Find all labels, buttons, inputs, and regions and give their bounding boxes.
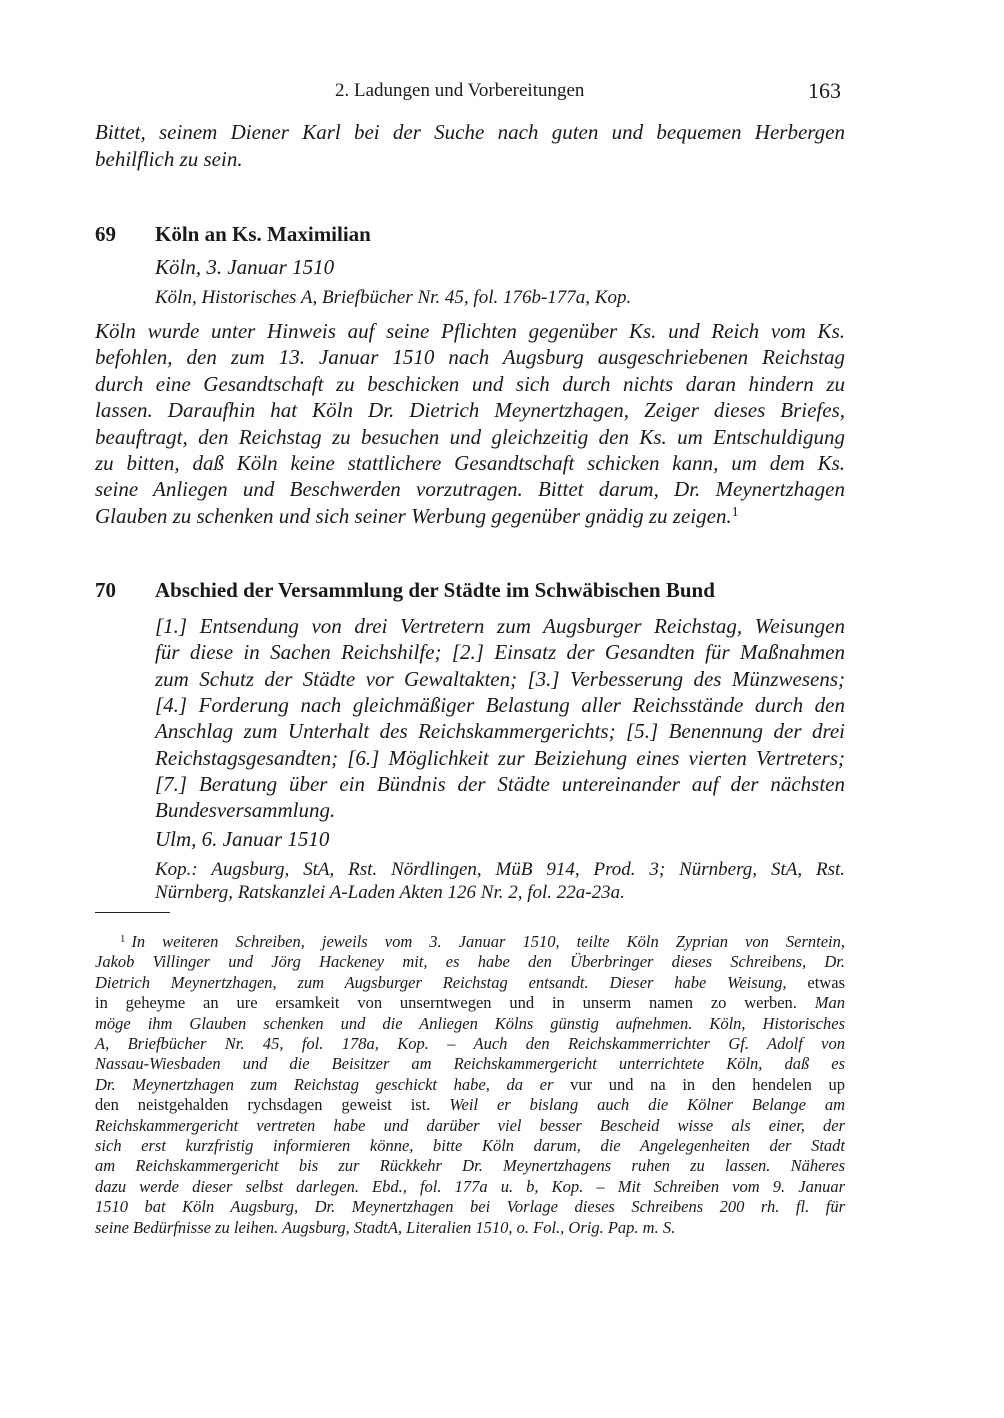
text-line: zu bitten, daß Köln keine stattlichere Gesandtschaft schicken kann, um dem Ks.: [95, 451, 845, 475]
footnote-text: seine Bedürfnisse zu leihen. Augsburg, StadtA, Literalien 1510, o. Fol., Orig. Pap. m. S.: [95, 1217, 676, 1237]
footnote-text: in geheyme an ure ersamkeit von unserntwegen und in unserm namen zo werben.: [95, 993, 815, 1013]
text-line: für diese in Sachen Reichshilfe; [2.] Einsatz der Gesandten für Maßnahmen: [155, 640, 845, 665]
footnote-line: [95, 1197, 845, 1217]
text-line: Nürnberg, Ratskanzlei A-Laden Akten 126 Nr. 2, fol. 22a-23a.: [155, 882, 625, 903]
text-line: befohlen, den zum 13. Januar 1510 nach Augsburg ausgeschriebenen Reichstag: [95, 345, 845, 370]
footnote-text: A, Briefbücher Nr. 45, fol. 178a, Kop. – Auch den Reichskammerrichter Gf. Adolf von: [95, 1034, 845, 1053]
footnote-text: Nassau-Wiesbaden und die Beisitzer am Reichskammergericht unterrichtete Köln, daß es: [95, 1054, 845, 1074]
text-line: seine Anliegen und Beschwerden vorzutragen. Bittet darum, Dr. Meynertzhagen: [95, 477, 845, 502]
footnote-text: Man: [814, 993, 845, 1013]
footnote-line: [95, 932, 845, 952]
footnote-line: [95, 993, 845, 1013]
text-line: Kop.: Augsburg, StA, Rst. Nördlingen, MüB 914, Prod. 3; Nürnberg, StA, Rst.: [155, 859, 845, 880]
footnote-text: etwas: [807, 972, 845, 992]
footnote-line: [95, 1116, 845, 1136]
footnote-line: [95, 1177, 845, 1197]
entry-place-date: Köln, 3. Januar 1510: [155, 255, 335, 279]
footnote-text: sich erst kurzfristig informieren könne, bitte Köln darum, die Angelegenheiten der Stadt: [95, 1136, 845, 1155]
text-line: Bundesversammlung.: [155, 798, 336, 823]
entry-number: 69: [95, 222, 116, 246]
running-head: 2. Ladungen und Vorbereitungen: [335, 80, 585, 101]
footnote-line: [95, 1034, 845, 1054]
footnote-line: [95, 973, 845, 993]
text-line: Bittet, seinem Diener Karl bei der Suche nach guten und bequemen Herbergen: [95, 120, 845, 144]
text-line: durch eine Gesandtschaft zu beschicken und sich durch nichts daran hindern zu: [95, 371, 845, 396]
text-line: [7.] Beratung über ein Bündnis der Städte untereinander auf der nächsten: [155, 771, 845, 796]
footnote-text: Reichskammergericht vertreten habe und darüber viel besser Bescheid wisse als einer, der: [95, 1115, 845, 1135]
entry-title: Köln an Ks. Maximilian: [155, 222, 371, 246]
footnote-text: In weiteren Schreiben, jeweils vom 3. Januar 1510, teilte Köln Zyprian von Serntein,: [131, 932, 845, 951]
footnote-text: vur und na in den hendelen up: [570, 1074, 846, 1094]
footnote-line: [95, 1014, 845, 1034]
footnote-line: [95, 1095, 845, 1115]
text-line: lassen. Daraufhin hat Köln Dr. Dietrich Meynertzhagen, Zeiger dieses Briefes,: [95, 398, 845, 423]
entry-title: Abschied der Versammlung der Städte im Schwäbischen Bund: [155, 578, 715, 602]
page-number: 163: [808, 78, 841, 103]
footnote-line: [95, 1054, 845, 1074]
text-line: beauftragt, den Reichstag zu besuchen und gleichzeitig den Ks. um Entschuldigung: [95, 424, 845, 449]
footnote-text: Jakob Villinger und Jörg Hackeney mit, es habe den Überbringer dieses Schreibens, Dr.: [95, 952, 845, 972]
footnote-text: Dr. Meynertzhagen zum Reichstag geschickt habe, da er: [95, 1074, 571, 1094]
footnote-ref[interactable]: 1: [731, 503, 739, 519]
footnote-text: 1510 bat Köln Augsburg, Dr. Meynertzhagen bei Vorlage dieses Schreibens 200 rh. fl. für: [95, 1197, 845, 1217]
footnote-text: Weil er bislang auch die Kölner Belange am: [449, 1095, 846, 1115]
entry-place-date: Ulm, 6. Januar 1510: [155, 827, 330, 851]
text-line: Reichstagsgesandten; [6.] Möglichkeit zur Beiziehung eines vierten Vertreters;: [155, 745, 845, 770]
text-line: Anschlag zum Unterhalt des Reichskammergerichts; [5.] Benennung der drei: [155, 719, 845, 744]
footnote-line: [95, 952, 845, 972]
footnote-rule: [95, 912, 170, 913]
footnote-text: am Reichskammergericht bis zur Rückkehr Dr. Meynertzhagens ruhen zu lassen. Näheres: [95, 1156, 845, 1176]
text-line: behilflich zu sein.: [95, 146, 243, 171]
footnote-text: Dietrich Meynertzhagen, zum Augsburger Reichstag entsandt. Dieser habe Weisung,: [95, 972, 808, 992]
footnote-text: möge ihm Glauben schenken und die Anliegen Kölns günstig aufnehmen. Köln, Historisches: [95, 1013, 845, 1033]
text-line: Köln wurde unter Hinweis auf seine Pflichten gegenüber Ks. und Reich vom Ks.: [95, 319, 845, 343]
footnote-line: [95, 1136, 845, 1156]
footnote-line: [95, 1218, 845, 1238]
text-line: [4.] Forderung nach gleichmäßiger Belastung aller Reichsstände durch den: [155, 692, 845, 717]
footnote-line: [95, 1156, 845, 1176]
entry-source: Köln, Historisches A, Briefbücher Nr. 45, fol. 176b-177a, Kop.: [155, 287, 632, 308]
text-line: Glauben zu schenken und sich seiner Werbung gegenüber gnädig zu zeigen.$^1$: [95, 503, 739, 528]
footnote-text: den neistgehalden rychsdagen geweist ist.: [95, 1095, 450, 1115]
text-line: [1.] Entsendung von drei Vertretern zum Augsburger Reichstag, Weisungen: [155, 614, 845, 638]
entry-number: 70: [95, 578, 116, 602]
text-line: zum Schutz der Städte vor Gewaltakten; [3.] Verbesserung des Münzwesens;: [155, 666, 845, 691]
footnote-marker: 1: [120, 932, 126, 945]
footnote-text: dazu werde dieser selbst darlegen. Ebd., fol. 177a u. b, Kop. – Mit Schreiben vom 9. Januar: [95, 1176, 845, 1196]
footnote-line: [95, 1075, 845, 1095]
